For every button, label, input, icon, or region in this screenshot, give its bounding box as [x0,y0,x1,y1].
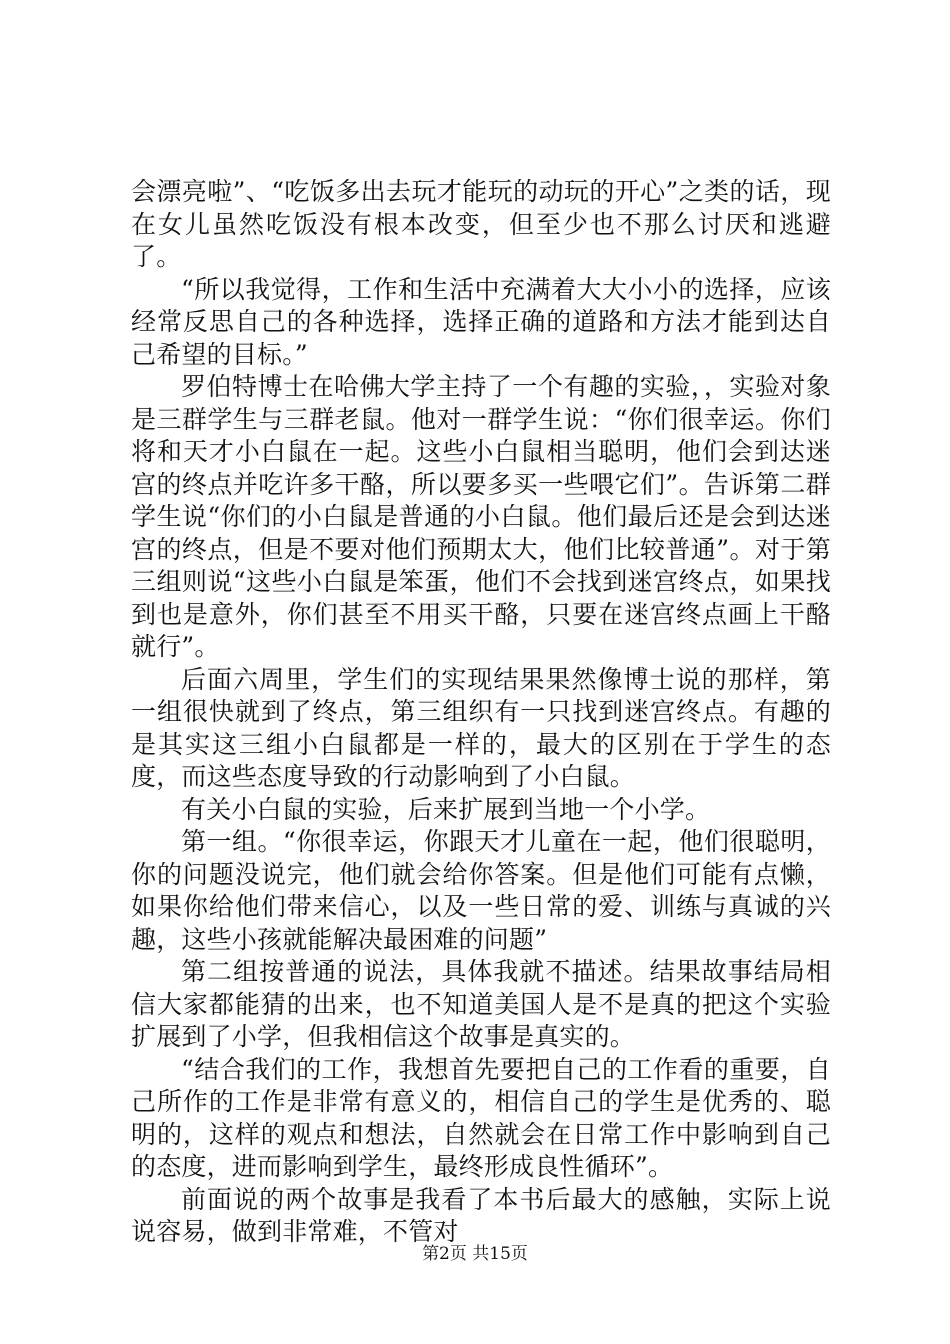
paragraph-3: 罗伯特博士在哈佛大学主持了一个有趣的实验，，实验对象是三群学生与三群老鼠。他对一群学生说：“你们很幸运。你们将和天才小白鼠在一起。这些小白鼠相当聪明，他们会到达迷宫的终点并吃许多干酪，所以要多买一些喂它们”。告诉第二群学生说“你们的小白鼠是普通的小白鼠。他们最后还是会到达迷宫的终点，但是不要对他们预期太大，他们比较普通”。对于第三组则说“这些小白鼠是笨蛋，他们不会找到迷宫终点，如果找到也是意外，你们甚至不用买干酪，只要在迷宫终点画上干酪就行”。 [131,372,831,661]
paragraph-9: 前面说的两个故事是我看了本书后最大的感触，实际上说说容易，做到非常难，不管对 [131,1184,831,1246]
paragraph-7: 第二组按普通的说法，具体我就不描述。结果故事结局相信大家都能猜的出来，也不知道美国人是不是真的把这个实验扩展到了小学，但我相信这个故事是真实的。 [131,957,831,1051]
paragraph-8: “结合我们的工作，我想首先要把自己的工作看的重要，自己所作的工作是非常有意义的，相信自己的学生是优秀的、聪明的，这样的观点和想法，自然就会在日常工作中影响到自己的态度，进而影响到学生，最终形成良性循环”。 [131,1054,831,1181]
page-footer [0,1243,950,1265]
paragraph-2: “所以我觉得，工作和生活中充满着大大小小的选择，应该经常反思自己的各种选择，选择正确的道路和方法才能到达自己希望的目标。” [131,274,831,369]
paragraph-4: 后面六周里，学生们的实现结果果然像博士说的那样，第一组很快就到了终点，第三组织有一只找到迷宫终点。有趣的是其实这三组小白鼠都是一样的，最大的区别在于学生的态度，而这些态度导致的行动影响到了小白鼠。 [131,664,831,791]
paragraph-5: 有关小白鼠的实验，后来扩展到当地一个小学。 [181,794,711,824]
paragraph-1: 会漂亮啦”、“吃饭多出去玩才能玩的动玩的开心”之类的话，现在女儿虽然吃饭没有根本改变，但至少也不那么讨厌和逃避了。 [131,177,831,271]
page-number-label: 第2页 共15页 [422,1244,528,1264]
document-body [131,176,831,1249]
paragraph-6: 第一组。“你很幸运，你跟天才儿童在一起，他们很聪明，你的问题没说完，他们就会给你答案。但是他们可能有点懒，如果你给他们带来信心，以及一些日常的爱、训练与真诚的兴趣，这些小孩就能解决最困难的问题” [131,827,831,954]
